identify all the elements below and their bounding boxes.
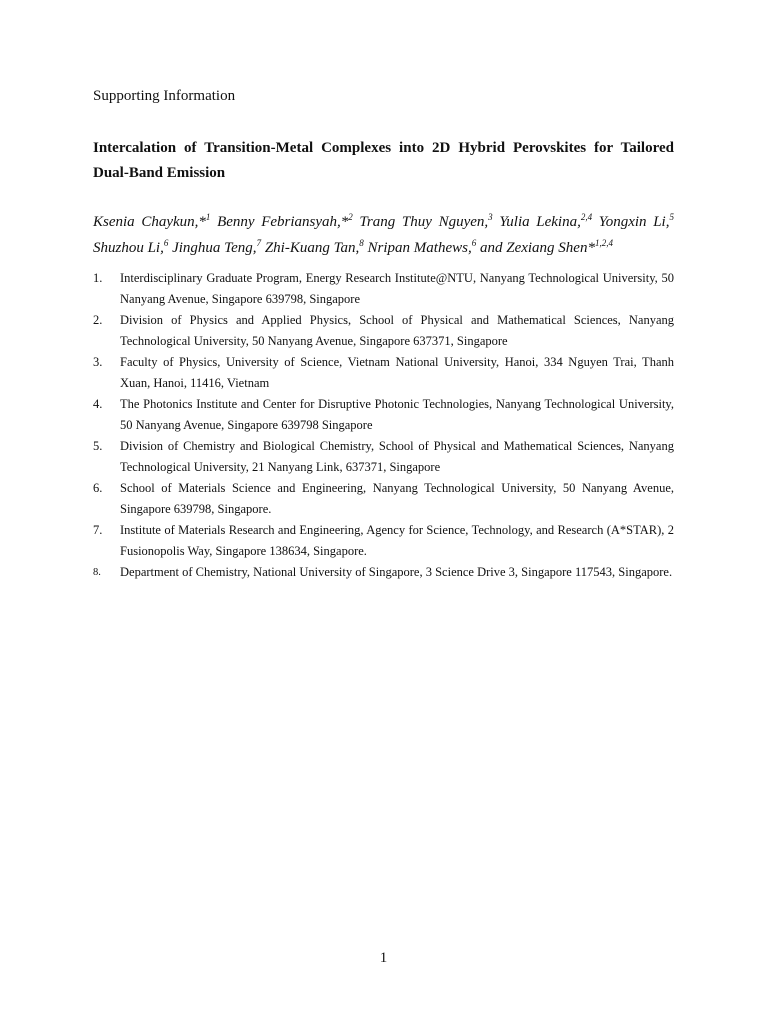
affiliation-item [93,394,674,436]
author-affiliation-marker: 3 [488,212,493,222]
affiliation-number: 2. [93,313,103,327]
paper-title: Intercalation of Transition-Metal Complexes into 2D Hybrid Perovskites for Tailored Dual-Band Emission [93,140,674,181]
affiliation-text: Division of Chemistry and Biological Chemistry, School of Physical and Mathematical Sciences, Nanyang Technological University, 21 Nanyang Link, 637371, Singapore [120,439,674,474]
author-affiliation-marker: 2,4 [580,212,593,222]
author-name: Jinghua Teng, [172,240,257,256]
affiliation-number: 6. [93,481,103,495]
author-affiliation-marker: 1,2,4 [594,238,613,248]
author-affiliation-marker: 7 [256,238,262,248]
author-affiliation-marker: 1 [205,212,211,222]
author-name: Yulia Lekina, [499,214,581,230]
author-affiliation-marker: 5 [669,212,674,222]
author-name: Nripan Mathews, [367,240,472,256]
affiliation-item [93,436,674,478]
affiliation-list [93,268,674,583]
affiliation-number: 7. [93,523,103,537]
affiliation-number: 1. [93,271,103,285]
author-name: Ksenia Chaykun,* [93,214,206,230]
affiliation-number: 8. [93,567,101,578]
affiliation-number: 4. [93,397,103,411]
affiliation-text: Faculty of Physics, University of Science, Vietnam National University, Hanoi, 334 Nguyen Trai, Thanh Xuan, Hanoi, 11416, Vietnam [120,355,674,390]
affiliation-text: The Photonics Institute and Center for Disruptive Photonic Technologies, Nanyang Technological University, 50 Nanyang Avenue, Singapore 639798 Singapore [120,397,674,432]
author-name: Trang Thuy Nguyen, [359,214,489,230]
affiliation-item [93,520,674,562]
author-name: Yongxin Li, [598,214,670,230]
author-name: Benny Febriansyah,* [217,214,349,230]
affiliation-text: Interdisciplinary Graduate Program, Energy Research Institute@NTU, Nanyang Technological University, 50 Nanyang Avenue, Singapore 639798, Singapore [120,271,674,306]
affiliation-text: Institute of Materials Research and Engineering, Agency for Science, Technology, and Research (A*STAR), 2 Fusionopolis Way, Singapore 138634, Singapore. [120,523,674,558]
author-name: Shuzhou Li, [93,240,164,256]
affiliation-number: 3. [93,355,103,369]
page-number: 1 [379,950,388,966]
affiliation-number: 5. [93,439,103,453]
author-affiliation-marker: 6 [471,238,477,248]
affiliation-item [93,478,674,520]
author-affiliation-marker: 8 [359,238,364,248]
affiliation-item [93,310,674,352]
affiliation-text: School of Materials Science and Engineering, Nanyang Technological University, 50 Nanyang Avenue, Singapore 639798, Singapore. [120,481,674,516]
affiliation-item [93,268,674,310]
section-label: Supporting Information [93,88,236,104]
author-list [93,209,674,261]
author-affiliation-marker: 2 [348,212,353,222]
affiliation-item [93,352,674,394]
affiliation-item [93,562,674,583]
author-name: and Zexiang Shen* [479,240,595,256]
author-affiliation-marker: 6 [163,238,169,248]
affiliation-text: Department of Chemistry, National University of Singapore, 3 Science Drive 3, Singapore 117543, Singapore. [120,565,673,579]
affiliation-text: Division of Physics and Applied Physics, School of Physical and Mathematical Sciences, Nanyang Technological University, 50 Nanyang Avenue, Singapore 637371, Singapore [120,313,674,348]
author-name: Zhi-Kuang Tan, [264,240,360,256]
